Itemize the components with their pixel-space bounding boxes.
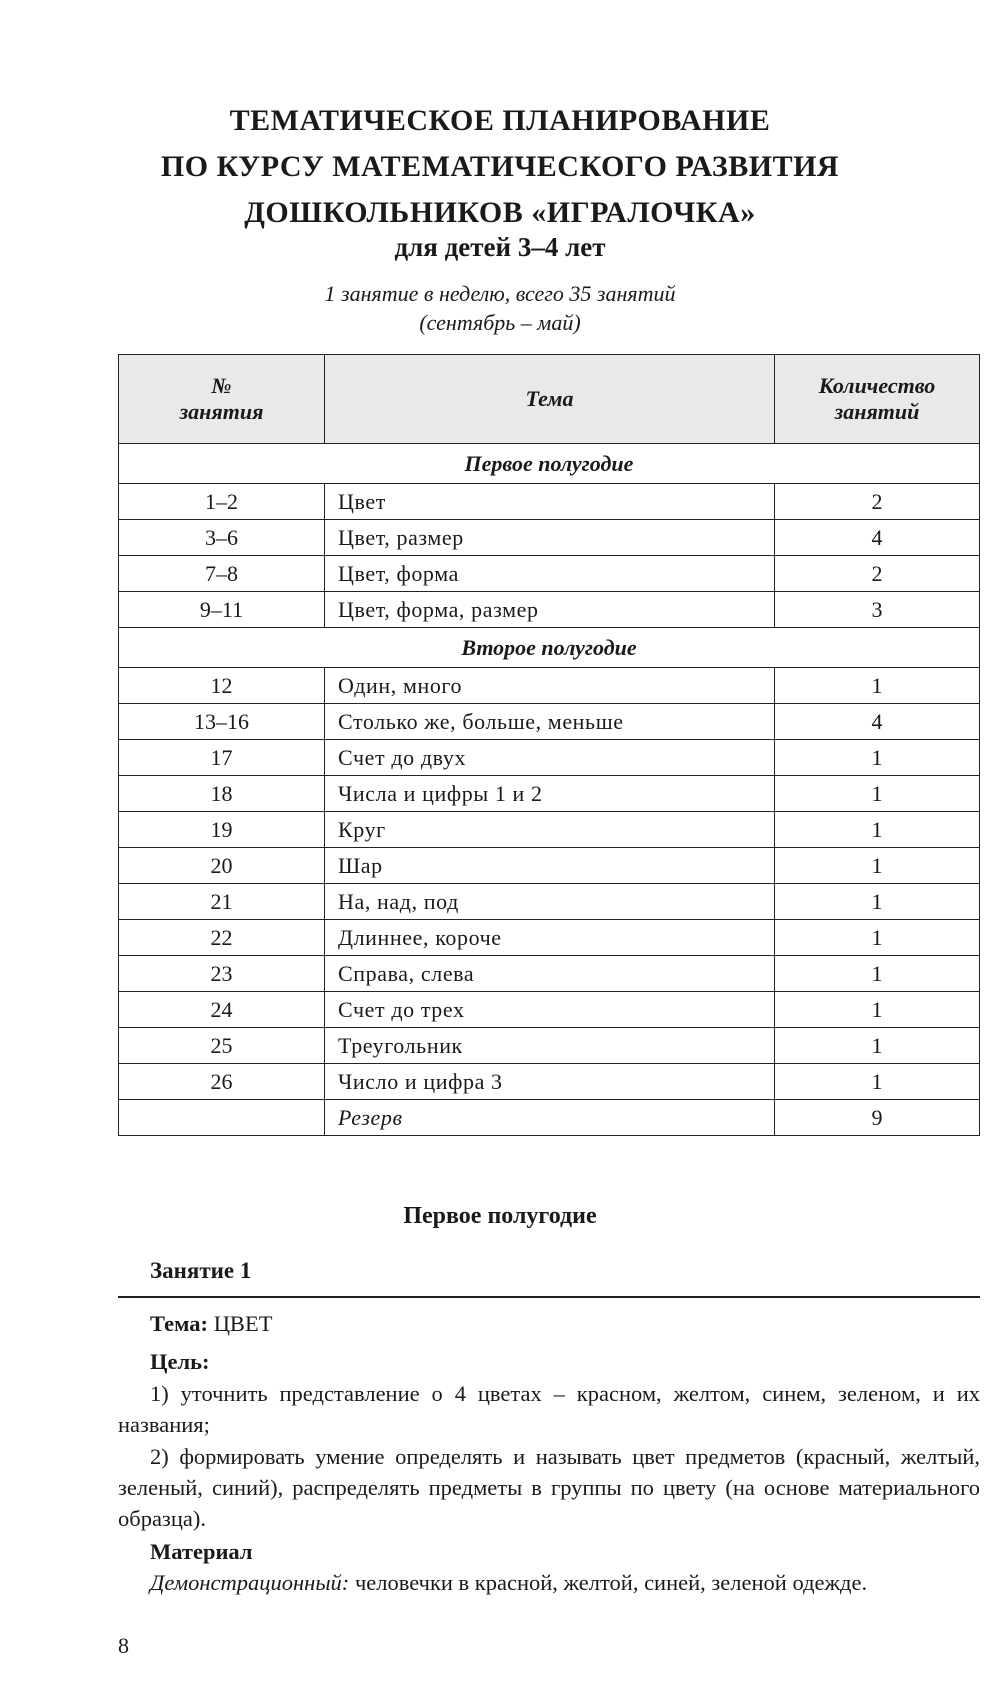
row-num: 17 <box>119 740 325 776</box>
section-row <box>119 628 980 668</box>
row-count: 4 <box>775 520 980 556</box>
theme-value: ЦВЕТ <box>213 1311 273 1336</box>
row-num: 3–6 <box>119 520 325 556</box>
table-row <box>119 992 980 1028</box>
material-label: Материал <box>150 1539 253 1564</box>
section-label: Первое полугодие <box>119 444 980 484</box>
table-row <box>119 1028 980 1064</box>
table-row <box>119 556 980 592</box>
row-count: 1 <box>775 848 980 884</box>
row-count: 1 <box>775 812 980 848</box>
row-num: 25 <box>119 1028 325 1064</box>
row-topic: Числа и цифры 1 и 2 <box>325 776 775 812</box>
row-num: 1–2 <box>119 484 325 520</box>
row-num: 23 <box>119 956 325 992</box>
col-num-header: № занятия <box>119 355 325 444</box>
schedule-line: 1 занятие в неделю, всего 35 занятий <box>324 281 676 306</box>
row-num: 12 <box>119 668 325 704</box>
title-line-1: ТЕМАТИЧЕСКОЕ ПЛАНИРОВАНИЕ <box>229 104 771 137</box>
section-label: Второе полугодие <box>119 628 980 668</box>
row-count: 1 <box>775 740 980 776</box>
row-num: 22 <box>119 920 325 956</box>
row-num: 13–16 <box>119 704 325 740</box>
page-title <box>0 98 1000 236</box>
table-row <box>119 848 980 884</box>
row-topic: Длиннее, короче <box>325 920 775 956</box>
col-topic-header: Тема <box>325 355 775 444</box>
row-topic: На, над, под <box>325 884 775 920</box>
row-topic: Столько же, больше, меньше <box>325 704 775 740</box>
row-num: 19 <box>119 812 325 848</box>
table-row <box>119 956 980 992</box>
schedule-note <box>0 279 1000 337</box>
row-topic: Цвет, размер <box>325 520 775 556</box>
row-topic: Цвет, форма, размер <box>325 592 775 628</box>
table-row <box>119 884 980 920</box>
table-header-row <box>119 355 980 444</box>
theme-label: Тема: <box>150 1311 209 1336</box>
row-topic: Счет до трех <box>325 992 775 1028</box>
lesson-theme <box>118 1308 1000 1339</box>
row-topic: Треугольник <box>325 1028 775 1064</box>
row-topic: Один, много <box>325 668 775 704</box>
table-row <box>119 1064 980 1100</box>
row-topic: Счет до двух <box>325 740 775 776</box>
row-count: 2 <box>775 556 980 592</box>
row-num: 9–11 <box>119 592 325 628</box>
table-row <box>119 920 980 956</box>
row-num: 20 <box>119 848 325 884</box>
reserve-row <box>119 1100 980 1136</box>
demo-label: Демонстрационный: <box>150 1570 350 1595</box>
row-num: 24 <box>119 992 325 1028</box>
row-count: 1 <box>775 1028 980 1064</box>
table-row <box>119 740 980 776</box>
row-count: 2 <box>775 484 980 520</box>
row-count: 1 <box>775 884 980 920</box>
section-heading: Первое полугодие <box>403 1203 597 1229</box>
row-num <box>119 1100 325 1136</box>
table-row <box>119 812 980 848</box>
row-count: 1 <box>775 1064 980 1100</box>
row-num: 7–8 <box>119 556 325 592</box>
title-line-2: ПО КУРСУ МАТЕМАТИЧЕСКОГО РАЗВИТИЯ <box>160 150 840 183</box>
table-row <box>119 704 980 740</box>
row-topic: Круг <box>325 812 775 848</box>
row-count: 3 <box>775 592 980 628</box>
row-count: 1 <box>775 992 980 1028</box>
section-row <box>119 444 980 484</box>
table-row <box>119 592 980 628</box>
period-line: (сентябрь – май) <box>419 310 581 335</box>
page-number: 8 <box>118 1633 129 1658</box>
row-num: 18 <box>119 776 325 812</box>
row-topic: Справа, слева <box>325 956 775 992</box>
plan-table <box>118 354 980 1136</box>
title-line-3: ДОШКОЛЬНИКОВ «ИГРАЛОЧКА» <box>244 196 756 229</box>
row-topic: Цвет <box>325 484 775 520</box>
row-topic: Резерв <box>325 1100 775 1136</box>
row-num: 26 <box>119 1064 325 1100</box>
row-count: 1 <box>775 776 980 812</box>
table-row <box>119 668 980 704</box>
material-demo <box>118 1567 1000 1598</box>
row-topic: Цвет, форма <box>325 556 775 592</box>
row-topic: Число и цифра 3 <box>325 1064 775 1100</box>
row-count: 1 <box>775 920 980 956</box>
table-row <box>119 484 980 520</box>
goal-item-1: 1) уточнить представление о 4 цветах – красном, желтом, синем, зеленом, и их названия; <box>118 1381 980 1437</box>
row-count: 1 <box>775 956 980 992</box>
lesson-title: Занятие 1 <box>150 1258 252 1283</box>
row-count: 9 <box>775 1100 980 1136</box>
row-topic: Шар <box>325 848 775 884</box>
demo-value: человечки в красной, желтой, синей, зеленой одежде. <box>354 1570 868 1595</box>
row-count: 1 <box>775 668 980 704</box>
table-row <box>119 520 980 556</box>
goal-item-2: 2) формировать умение определять и называть цвет предметов (красный, желтый, зеленый, синий), распределять предметы в группы по цвету (на основе материального образца). <box>118 1444 980 1531</box>
col-count-header: Количество занятий <box>775 355 980 444</box>
goal-label: Цель: <box>150 1349 210 1374</box>
row-num: 21 <box>119 884 325 920</box>
age-subtitle: для детей 3–4 лет <box>394 232 606 262</box>
divider <box>118 1296 980 1298</box>
row-count: 4 <box>775 704 980 740</box>
table-row <box>119 776 980 812</box>
